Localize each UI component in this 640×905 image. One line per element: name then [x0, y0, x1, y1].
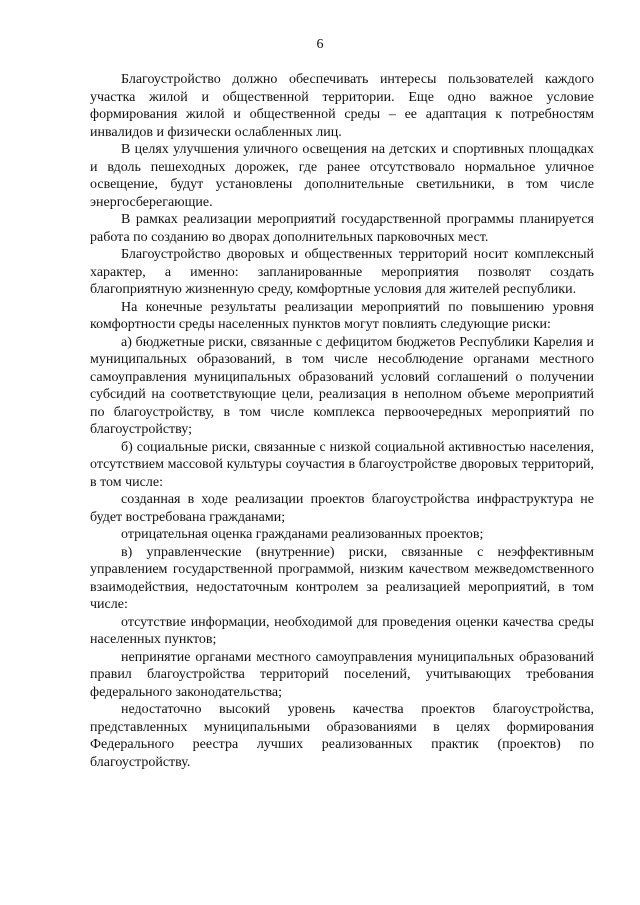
paragraph-street-lighting: В целях улучшения уличного освещения на детских и спортивных площадках и вдоль пешеходных дорожек, где ранее отсутствовало нормальное уличное освещение, будут установлены дополнительные светильники, в том числе энергосберегающие.	[90, 142, 594, 210]
paragraph-social-risk-negative-assessment: отрицательная оценка гражданами реализованных проектов;	[121, 527, 484, 542]
paragraph-management-risks: в) управленческие (внутренние) риски, связанные с неэффективным управлением государственной программой, низким качеством межведомственного взаимодействия, недостаточным контролем за реализацией мероприятий, в том числе:	[90, 544, 594, 612]
paragraph-parking: В рамках реализации мероприятий государственной программы планируется работа по созданию во дворах дополнительных парковочных мест.	[90, 212, 594, 245]
paragraph-management-risk-quality: недостаточно высокий уровень качества проектов благоустройства, представленных муниципальными образованиями в целях формирования Федерального реестра лучших реализованных практик (проектов) по благоустройству.	[90, 702, 594, 770]
document-body	[90, 71, 594, 771]
paragraph-intro-accessibility: Благоустройство должно обеспечивать интересы пользователей каждого участка жилой и общественной территории. Еще одно важное условие формирования жилой и общественной среды – ее адаптация к потребностям инвалидов и физически ослабленных лиц.	[90, 72, 594, 140]
paragraph-complex-character: Благоустройство дворовых и общественных территорий носит комплексный характер, а именно: запланированные мероприятия позволят создать благоприятную жизненную среду, комфортные условия для жителей республики.	[90, 247, 594, 297]
paragraph-management-risk-information: отсутствие информации, необходимой для проведения оценки качества среды населенных пунктов;	[90, 614, 594, 647]
paragraph-social-risks: б) социальные риски, связанные с низкой социальной активностью населения, отсутствием массовой культуры соучастия в благоустройстве дворовых территорий, в том числе:	[90, 439, 594, 490]
page-number: 6	[316, 37, 324, 52]
paragraph-management-risk-rules: непринятие органами местного самоуправления муниципальных образований правил благоустройства территорий поселений, учитывающих требования федерального законодательства;	[90, 649, 594, 700]
paragraph-budget-risks: а) бюджетные риски, связанные с дефицитом бюджетов Республики Карелия и муниципальных образований, в том числе несоблюдение органами местного самоуправления муниципальных образований условий соглашений о получении субсидий на соответствующие цели, реализация в неполном объеме мероприятий по благоустройству, в том числе комплекса первоочередных мероприятий по благоустройству;	[90, 334, 594, 437]
paragraph-social-risk-infrastructure: созданная в ходе реализации проектов благоустройства инфраструктура не будет востребована гражданами;	[90, 492, 594, 525]
paragraph-risks-intro: На конечные результаты реализации мероприятий по повышению уровня комфортности среды населенных пунктов могут повлиять следующие риски:	[90, 299, 594, 332]
